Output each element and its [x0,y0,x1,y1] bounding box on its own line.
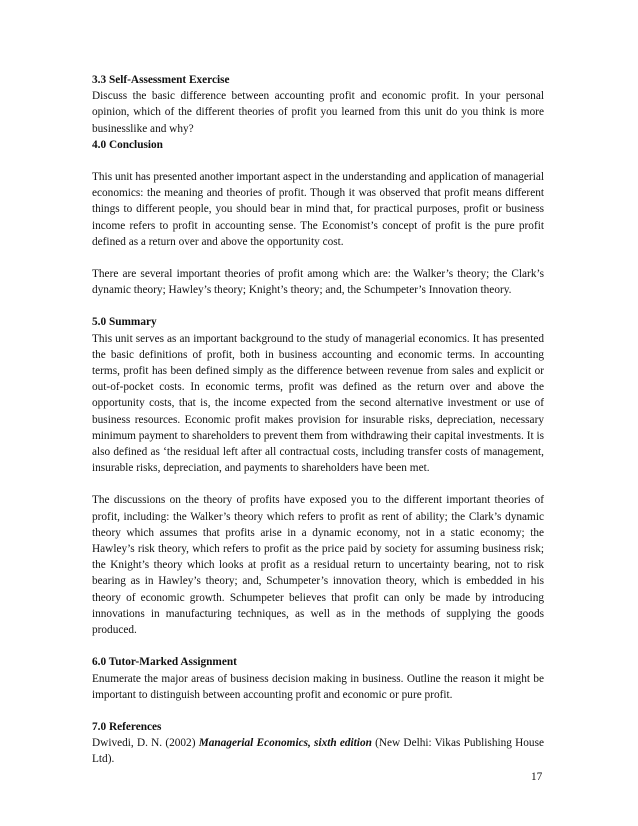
reference-author: Dwivedi, D. N. (2002) [92,737,199,750]
self-assessment-text: Discuss the basic difference between accounting profit and economic profit. In your personal opinion, which of the different theories of profit you learned from this unit do you think is more businesslike and why? [92,90,544,135]
page-number: 17 [531,771,543,783]
reference-entry [92,735,544,767]
section-heading-references: 7.0 References [92,720,162,733]
section-heading-summary: 5.0 Summary [92,316,157,329]
assignment-text: Enumerate the major areas of business decision making in business. Outline the reason it might be important to distinguish between accounting profit and economic or pure profit. [92,672,544,701]
conclusion-paragraph-2: There are several important theories of profit among which are: the Walker’s theory; the Clark’s dynamic theory; Hawley’s theory; Knight’s theory; and, the Schumpeter’s Innovation theory. [92,268,544,297]
document-page [92,72,544,768]
reference-book-title: Managerial Economics, sixth edition [198,737,372,750]
summary-paragraph-2: The discussions on the theory of profits have exposed you to the different important theories of profit, including: the Walker’s theory which refers to profit as rent of ability; the Clark’s dynamic theory which assumes that profits arise in a dynamic economy, not in a static economy; the Hawley’s risk theory, which refers to profit as the price paid by society for assuming business risk; the Knight’s theory which looks at profit as a residual return to uncertainty bearing, not to risk bearing as in Hawley’s theory; and, Schumpeter’s innovation theory, which is embedded in his theory of economic growth. Schumpeter believes that profit can only be made by introducing innovations in manufacturing techniques, as well as in the methods of supplying the goods produced. [92,494,544,637]
section-heading-self-assessment: 3.3 Self-Assessment Exercise [92,74,230,86]
section-heading-conclusion: 4.0 Conclusion [92,138,163,151]
reference-publisher: (New Delhi: Vikas Publishing House Ltd). [92,737,544,766]
section-heading-tutor-marked-assignment: 6.0 Tutor-Marked Assignment [92,656,237,669]
summary-paragraph-1: This unit serves as an important background to the study of managerial economics. It has presented the basic definitions of profit, both in business accounting and economic terms. In accounting terms, profit has been defined simply as the difference between revenue from sales and explicit or out-of-pocket costs. In economic terms, profit was defined as the return over and above the opportunity costs, that is, the income expected from the second alternative investment or use of business resources. Economic profit makes provision for insurable risks, depreciation, necessary minimum payment to shareholders to prevent them from withdrawing their capital investments. It is also defined as ‘the residual left after all contractual costs, including transfer costs of management, insurable risks, depreciation, and payments to shareholders have been met. [92,332,544,475]
conclusion-paragraph-1: This unit has presented another important aspect in the understanding and application of managerial economics: the meaning and theories of profit. Though it was observed that profit means different things to different people, you should bear in mind that, for practical purposes, profit or business income refers to profit in accounting sense. The Economist’s concept of profit is the pure profit defined as a return over and above the opportunity cost. [92,171,544,248]
